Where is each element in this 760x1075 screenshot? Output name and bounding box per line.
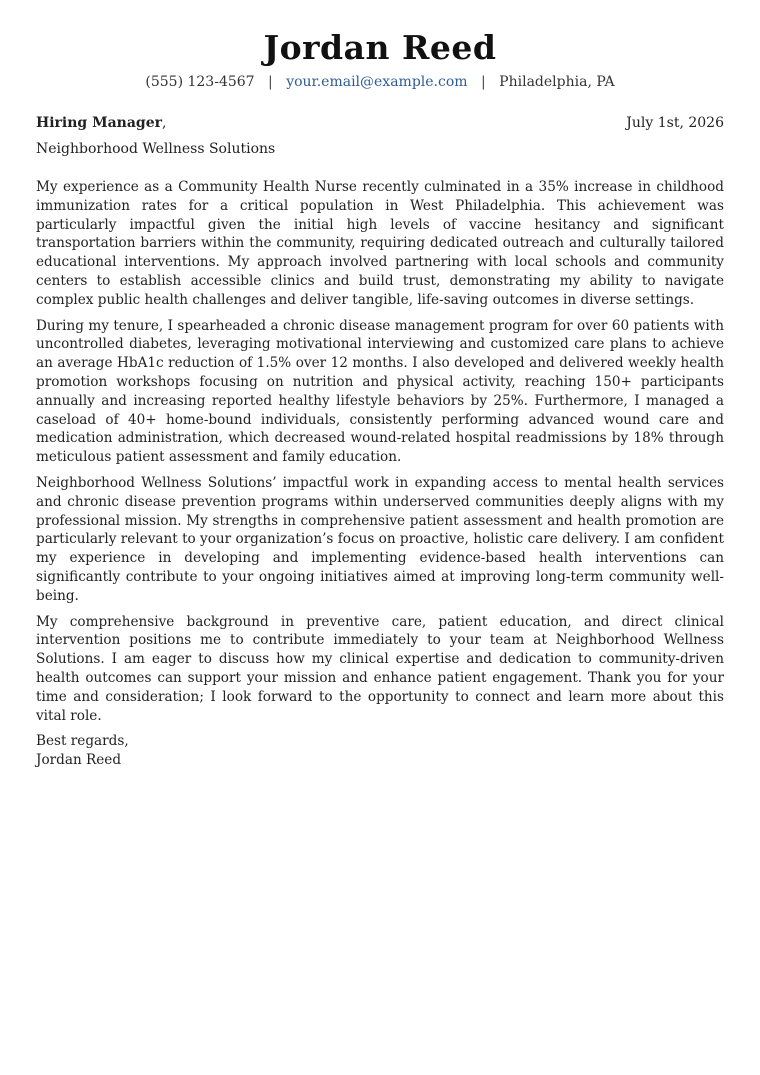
recipient-company: Neighborhood Wellness Solutions: [36, 141, 276, 157]
body-paragraph: During my tenure, I spearheaded a chronic disease management program for over 60 patients with uncontrolled diabetes, leveraging motivational interviewing and customized care plans to achieve an average HbA1c reduction of 1.5% over 12 months. I also developed and delivered weekly health promotion workshops focusing on nutrition and physical activity, reaching 150+ participants annually and increasing reported healthy lifestyle behaviors by 25%. Furthermore, I managed a caseload of 40+ home-bound individuals, consistently performing advanced wound care and medication administration, which decreased wound-related hospital readmissions by 18% through meticulous patient assessment and family education.: [36, 317, 724, 466]
body-paragraph: My experience as a Community Health Nurse recently culminated in a 35% increase in childhood immunization rates for a critical population in West Philadelphia. This achievement was particularly impactful given the initial high levels of vaccine hesitancy and significant transportation barriers within the community, requiring dedicated outreach and culturally tailored educational interventions. My approach involved partnering with local schools and community centers to establish accessible clinics and build trust, demonstrating my ability to navigate complex public health challenges and deliver tangible, life-saving outcomes in diverse settings.: [36, 179, 724, 308]
signoff: Best regards,: [36, 733, 129, 750]
salutation-name: Hiring Manager: [36, 115, 162, 131]
salutation: [36, 113, 166, 133]
applicant-name: Jordan Reed: [263, 28, 497, 67]
contact-separator: |: [268, 74, 273, 90]
recipient-row: [36, 113, 724, 133]
location: Philadelphia, PA: [499, 74, 615, 90]
contact-separator: |: [481, 74, 486, 90]
letter-date: July 1st, 2026: [626, 115, 724, 131]
salutation-suffix: ,: [161, 115, 167, 131]
body-paragraph: My comprehensive background in preventive care, patient education, and direct clinical intervention positions me to contribute immediately to your team at Neighborhood Wellness Solutions. I am eager to discuss how my clinical expertise and dedication to community-driven health outcomes can support your mission and enhance patient engagement. Thank you for your time and consideration; I look forward to the opportunity to connect and learn more about this vital role.: [36, 613, 724, 724]
email-link[interactable]: your.email@example.com: [286, 74, 468, 90]
phone-number: (555) 123-4567: [145, 74, 255, 90]
signature: Jordan Reed: [36, 752, 122, 769]
closing-block: [36, 732, 724, 770]
letter-body: [36, 178, 724, 725]
body-paragraph: Neighborhood Wellness Solutions’ impactful work in expanding access to mental health services and chronic disease prevention programs within underserved communities deeply aligns with my professional mission. My strengths in comprehensive patient assessment and health promotion are particularly relevant to your organization’s focus on proactive, holistic care delivery. I am confident my experience in developing and implementing evidence-based health interventions can significantly contribute to your ongoing initiatives aimed at improving long-term community well-being.: [36, 474, 724, 604]
contact-line: [36, 72, 724, 92]
